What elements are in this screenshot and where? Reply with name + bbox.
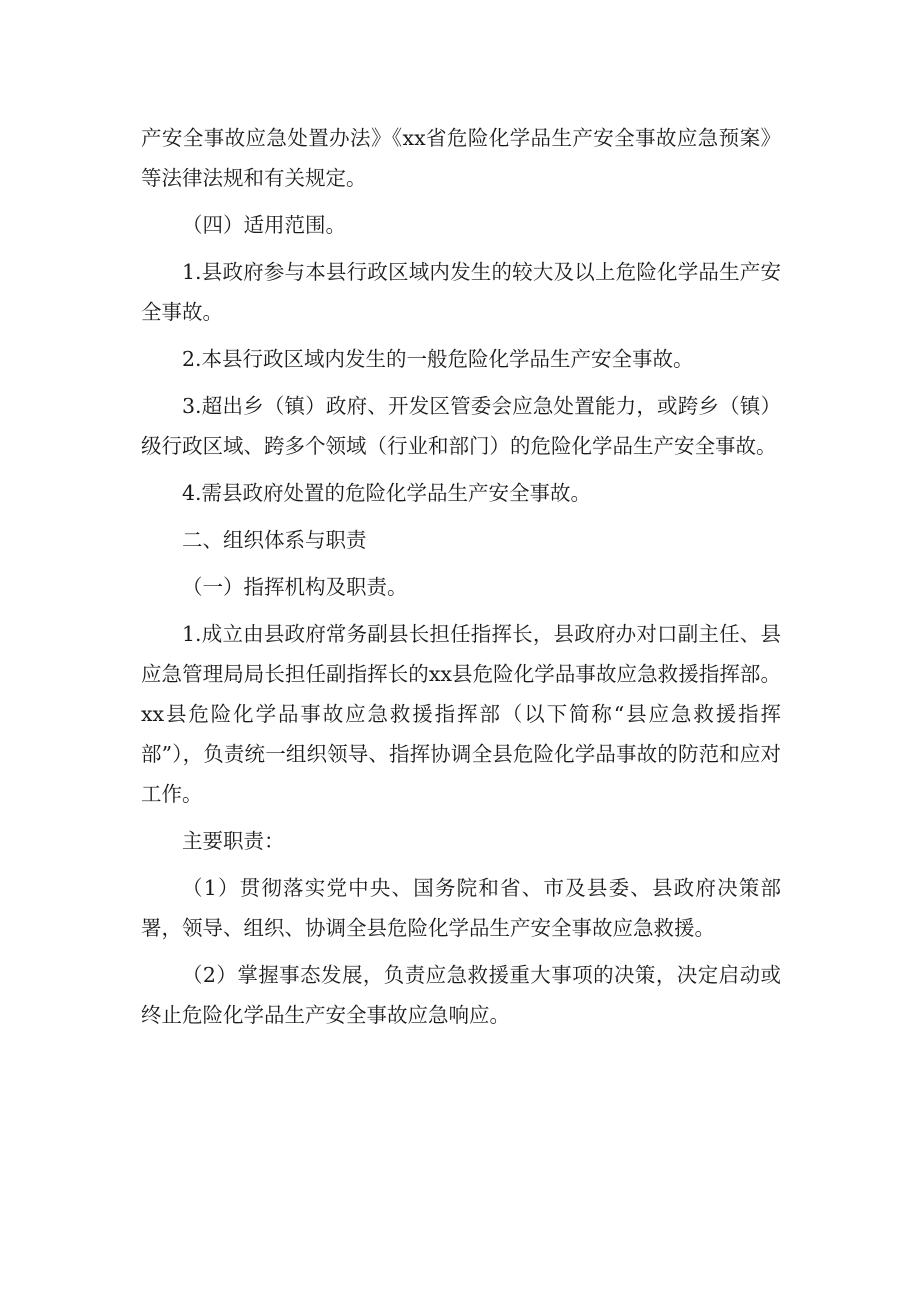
paragraph-continuation: 产安全事故应急处置办法》《xx省危险化学品生产安全事故应急预案》等法律法规和有关规定。	[141, 126, 781, 190]
list-item-scope-1: 1.县政府参与本县行政区域内发生的较大及以上危险化学品生产安全事故。	[141, 260, 781, 324]
list-item-scope-4: 4.需县政府处置的危险化学品生产安全事故。	[182, 481, 592, 505]
section-heading-command: （一）指挥机构及职责。	[182, 575, 408, 599]
list-item-duty-2: （2）掌握事态发展，负责应急救援重大事项的决策，决定启动或终止危险化学品生产安全事故应急响应。	[141, 963, 781, 1027]
list-item-duty-1: （1）贯彻落实党中央、国务院和省、市及县委、县政府决策部署，领导、组织、协调全县危险化学品生产安全事故应急救援。	[141, 876, 781, 940]
list-item-scope-3: 3.超出乡（镇）政府、开发区管委会应急处置能力，或跨乡（镇）级行政区域、跨多个领域（行业和部门）的危险化学品生产安全事故。	[141, 394, 781, 458]
section-heading-scope: （四）适用范围。	[182, 213, 346, 237]
document-body	[141, 118, 781, 1042]
paragraph-command-setup: 1.成立由县政府常务副县长担任指挥长，县政府办对口副主任、县应急管理局局长担任副指挥长的xx县危险化学品事故应急救援指挥部。xx县危险化学品事故应急救援指挥部（以下简称“县应急救援指挥部”），负责统一组织领导、指挥协调全县危险化学品事故的防范和应对工作。	[141, 622, 781, 806]
chapter-heading-organization: 二、组织体系与职责	[182, 528, 367, 552]
label-main-duties: 主要职责：	[182, 829, 285, 853]
list-item-scope-2: 2.本县行政区域内发生的一般危险化学品生产安全事故。	[182, 347, 694, 371]
